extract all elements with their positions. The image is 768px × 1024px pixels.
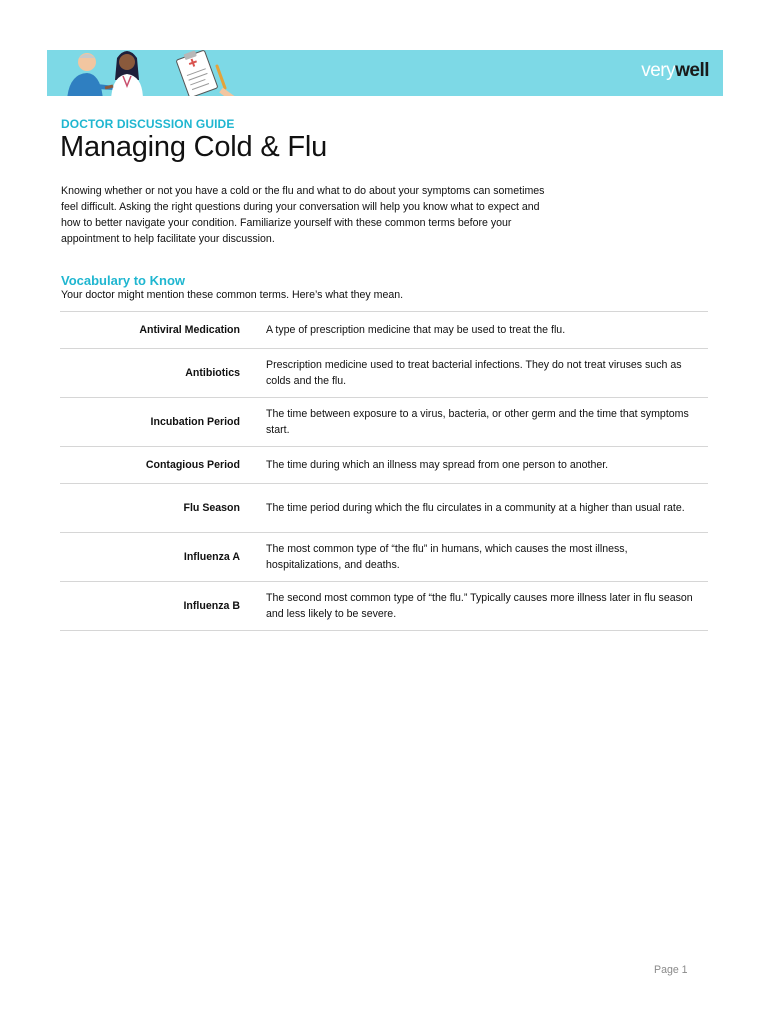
table-row xyxy=(60,484,708,533)
table-row xyxy=(60,533,708,582)
table-row xyxy=(60,312,708,349)
guide-eyebrow: DOCTOR DISCUSSION GUIDE xyxy=(61,117,235,131)
logo-very: very xyxy=(641,60,676,81)
term-label: Contagious Period xyxy=(145,459,240,471)
page-number: Page 1 xyxy=(654,964,688,976)
term-label: Influenza A xyxy=(183,551,240,563)
term-definition: The time between exposure to a virus, bacteria, or other germ and the time that symptoms start. xyxy=(266,408,689,436)
term-definition: A type of prescription medicine that may be used to treat the flu. xyxy=(266,324,566,336)
term-label: Antibiotics xyxy=(185,367,240,379)
term-label: Influenza B xyxy=(183,600,240,612)
page-title: Managing Cold & Flu xyxy=(60,131,328,163)
verywell-logo xyxy=(641,60,709,82)
term-definition: The time period during which the flu circulates in a community at a higher than usual rate. xyxy=(266,502,685,514)
vocabulary-table xyxy=(60,311,708,631)
term-definition: Prescription medicine used to treat bacterial infections. They do not treat viruses such as colds and the flu. xyxy=(266,359,682,387)
term-label: Antiviral Medication xyxy=(139,324,240,336)
table-row xyxy=(60,398,708,447)
vocabulary-subtitle: Your doctor might mention these common terms. Here’s what they mean. xyxy=(61,289,404,301)
vocabulary-heading: Vocabulary to Know xyxy=(61,273,185,288)
table-row xyxy=(60,582,708,631)
term-label: Incubation Period xyxy=(150,416,240,428)
logo-well: well xyxy=(675,60,709,81)
intro-paragraph: Knowing whether or not you have a cold or the flu and what to do about your symptoms can sometimes feel difficult. Asking the right questions during your conversation will help you know what to expect and how to better navigate your condition. Familiarize yourself with these common terms before your appointment to help facilitate your discussion. xyxy=(61,185,545,245)
table-row xyxy=(60,447,708,484)
term-label: Flu Season xyxy=(183,502,240,514)
header-banner xyxy=(47,50,723,96)
term-definition: The second most common type of “the flu.” Typically causes more illness later in flu season and less likely to be severe. xyxy=(266,592,693,620)
doctor-patient-illustration-icon xyxy=(57,50,247,96)
term-definition: The most common type of “the flu” in humans, which causes the most illness, hospitalizations, and deaths. xyxy=(266,543,628,571)
term-definition: The time during which an illness may spread from one person to another. xyxy=(266,459,609,471)
table-row xyxy=(60,349,708,398)
